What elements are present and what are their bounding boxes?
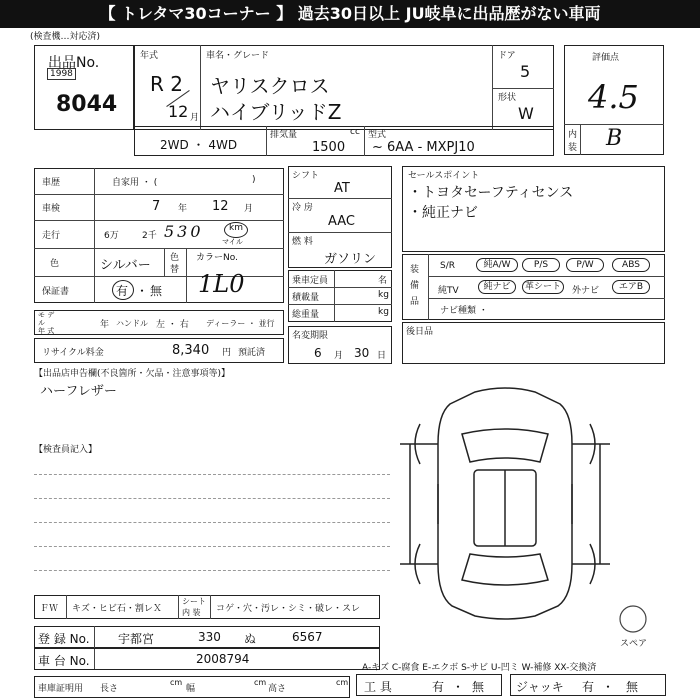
tools-label: 工 具 — [364, 680, 392, 694]
arrival-box — [402, 322, 665, 364]
lot-label: 出品No. — [48, 55, 100, 71]
model-grade: ハイブリッドZ — [210, 100, 342, 124]
recycle-label: リサイクル料金 — [42, 348, 104, 358]
equip-ext-navi: 外ナビ — [572, 286, 600, 296]
equip-sr: S/R — [440, 261, 455, 271]
score-value: 4.5 — [588, 78, 639, 116]
model-year-label-3: 年 式 — [38, 327, 55, 335]
registration-class: 330 — [198, 630, 221, 644]
equip-navi: 純ナビ — [478, 280, 516, 294]
tools-sep: ・ — [452, 680, 465, 694]
seller-notes-value: ハーフレザー — [40, 384, 117, 399]
score-label: 評価点 — [592, 53, 620, 63]
car-damage-diagram — [400, 384, 610, 620]
certificate-len-unit: cm — [170, 678, 183, 687]
color-change-2: 替 — [170, 265, 180, 275]
inspection-year-unit: 年 — [178, 204, 188, 214]
sales-point-1: ・トヨタセーフティセンス — [408, 185, 574, 201]
model-name: ヤリスクロス — [210, 74, 330, 98]
doors-value: 5 — [520, 62, 531, 81]
equip-navi-type: ナビ種類 ・ — [440, 306, 488, 316]
registration-city: 宇都宮 — [118, 632, 155, 646]
certificate-hei: 高さ — [268, 684, 287, 694]
type-value: ~ 6AA - MXPJ10 — [372, 140, 475, 155]
banner-title: 【 トレタマ30コーナー 】 過去30日以上 JU岐阜に出品歴がない車両 — [0, 0, 700, 28]
equip-airbag: エアB — [612, 280, 650, 294]
model-year-dealer: ディーラー ・ 並行 — [206, 319, 275, 328]
registration-label: 登 録 No. — [38, 632, 90, 646]
interior-label-1: 内 — [568, 130, 578, 140]
certificate-wid: 幅 — [186, 684, 196, 694]
inspection-month: 12 — [212, 199, 229, 214]
seat-label-2: 内 装 — [182, 608, 201, 617]
shift-label: シフト — [292, 171, 320, 181]
interior-value: B — [606, 126, 623, 151]
inspection-label: 車検 — [42, 204, 61, 214]
seller-notes-label: 【出品店申告欄(不良箇所・欠品・注意事項等)】 — [34, 369, 231, 379]
equip-pure-tv: 純TV — [438, 286, 459, 296]
warranty-sep: ・ — [136, 284, 149, 298]
sales-points-label: セールスポイント — [408, 171, 480, 181]
name-change-month: 6 — [314, 346, 322, 360]
model-year-handle: ハンドル — [116, 319, 148, 328]
displacement-unit: cc — [350, 127, 360, 137]
recycle-note: 預託済 — [238, 348, 266, 358]
model-label: 車名・グレード — [206, 51, 270, 61]
jack-label: ジャッキ — [516, 680, 564, 694]
equip-ps: P/S — [522, 258, 560, 272]
displacement-value: 1500 — [312, 140, 346, 155]
registration-kana: ぬ — [244, 632, 257, 646]
tools-no: 無 — [472, 680, 485, 694]
aircon-label: 冷 房 — [292, 203, 313, 213]
year-month: 12 — [168, 102, 189, 121]
equipment-char-2: 備 — [410, 281, 420, 291]
color-label: 色 — [50, 259, 60, 269]
type-label: 型式 — [368, 130, 387, 140]
name-change-day: 30 — [354, 346, 370, 360]
weight-unit: kg — [378, 307, 389, 317]
displacement-label: 排気量 — [270, 130, 298, 140]
spare-label: スペア — [620, 639, 648, 649]
fw-value: キズ・ヒビ石・割レＸ — [72, 604, 162, 614]
tools-yes: 有 — [432, 680, 445, 694]
model-year-label-2: ル — [38, 319, 45, 327]
inspection-year: 7 — [152, 199, 161, 214]
recycle-unit: 円 — [222, 348, 232, 358]
spare-tire-icon — [618, 604, 648, 634]
aircon-value: AAC — [328, 214, 355, 229]
mileage-label: 走行 — [42, 231, 61, 241]
inspection-month-unit: 月 — [244, 204, 254, 214]
name-change-day-unit: 日 — [377, 351, 387, 361]
inspector-notes-label: 【検査員記入】 — [34, 445, 98, 455]
shape-label: 形状 — [498, 93, 517, 103]
capacity-unit: 名 — [378, 276, 388, 286]
history-value: 自家用 ・ ( — [112, 178, 158, 188]
lot-number: 8044 — [56, 92, 118, 117]
drive-value: 2WD ・ 4WD — [160, 138, 238, 152]
jack-sep: ・ — [602, 680, 615, 694]
capacity-label: 乗車定員 — [292, 276, 329, 286]
mileage-v1: 6万 — [104, 231, 119, 241]
lot-stamp: 1998 — [47, 68, 76, 80]
name-change-label: 名変期限 — [292, 331, 329, 341]
model-year-lr: 左 ・ 右 — [156, 320, 189, 330]
warranty-no: 無 — [150, 284, 163, 298]
damage-legend: A-キズ C-腐食 E-エクボ S-サビ U-凹ミ W-補修 XX-交換済 — [362, 663, 597, 673]
seat-label-1: シート — [182, 597, 206, 606]
name-change-month-unit: 月 — [334, 351, 344, 361]
recycle-value: 8,340 — [172, 343, 210, 358]
certificate-wid-unit: cm — [254, 678, 267, 687]
mileage-unit-mile: マイル — [222, 238, 243, 246]
history-label: 車歴 — [42, 178, 61, 188]
arrival-label: 後日品 — [406, 327, 434, 337]
equip-leather: 革シート — [522, 280, 564, 294]
sales-point-2: ・純正ナビ — [408, 205, 478, 221]
fuel-label: 燃 料 — [292, 237, 313, 247]
mileage-unit-km: km — [229, 223, 243, 233]
fuel-value: ガソリン — [324, 252, 377, 267]
certificate-label: 車庫証明用 — [38, 684, 84, 694]
warranty-yes: 有 — [116, 284, 129, 298]
interior-label-2: 装 — [568, 143, 578, 153]
jack-yes: 有 — [582, 680, 595, 694]
seat-value: コゲ・穴・汚レ・シミ・破レ・スレ — [216, 604, 361, 614]
equip-pw: P/W — [566, 258, 604, 272]
weight-label: 総重量 — [292, 310, 320, 320]
year-month-unit: 月 — [190, 113, 200, 123]
certificate-len: 長さ — [100, 684, 119, 694]
shift-value: AT — [334, 181, 350, 196]
registration-number: 6567 — [292, 630, 323, 644]
doors-label: ドア — [498, 51, 516, 61]
warranty-label: 保証書 — [42, 287, 70, 297]
color-value: シルバー — [100, 258, 151, 273]
jack-no: 無 — [626, 680, 639, 694]
chassis-value: 2008794 — [196, 652, 250, 666]
color-code-label: カラーNo. — [196, 253, 238, 263]
certificate-hei-unit: cm — [336, 678, 349, 687]
equip-abs: ABS — [612, 258, 650, 272]
subtitle: (検査機…対応済) — [30, 32, 101, 42]
model-year-unit: 年 — [100, 320, 110, 330]
mileage-v2: 2千 — [142, 231, 157, 241]
history-close: ) — [252, 175, 256, 185]
model-year-label-1: モ デ — [38, 311, 55, 319]
color-change-1: 色 — [170, 253, 180, 263]
equip-aw: 純A/W — [476, 258, 518, 272]
year-label: 年式 — [140, 51, 159, 61]
chassis-label: 車 台 No. — [38, 654, 90, 668]
mileage-v3: 530 — [164, 222, 204, 241]
equipment-char-1: 装 — [410, 265, 420, 275]
shape-value: W — [518, 104, 534, 123]
year-era: R 2 — [150, 72, 183, 96]
load-unit: kg — [378, 290, 389, 300]
color-code-value: 1L0 — [198, 270, 245, 298]
equipment-char-3: 品 — [410, 297, 420, 307]
load-label: 積載量 — [292, 293, 320, 303]
fw-label: ＦＷ — [40, 604, 59, 614]
